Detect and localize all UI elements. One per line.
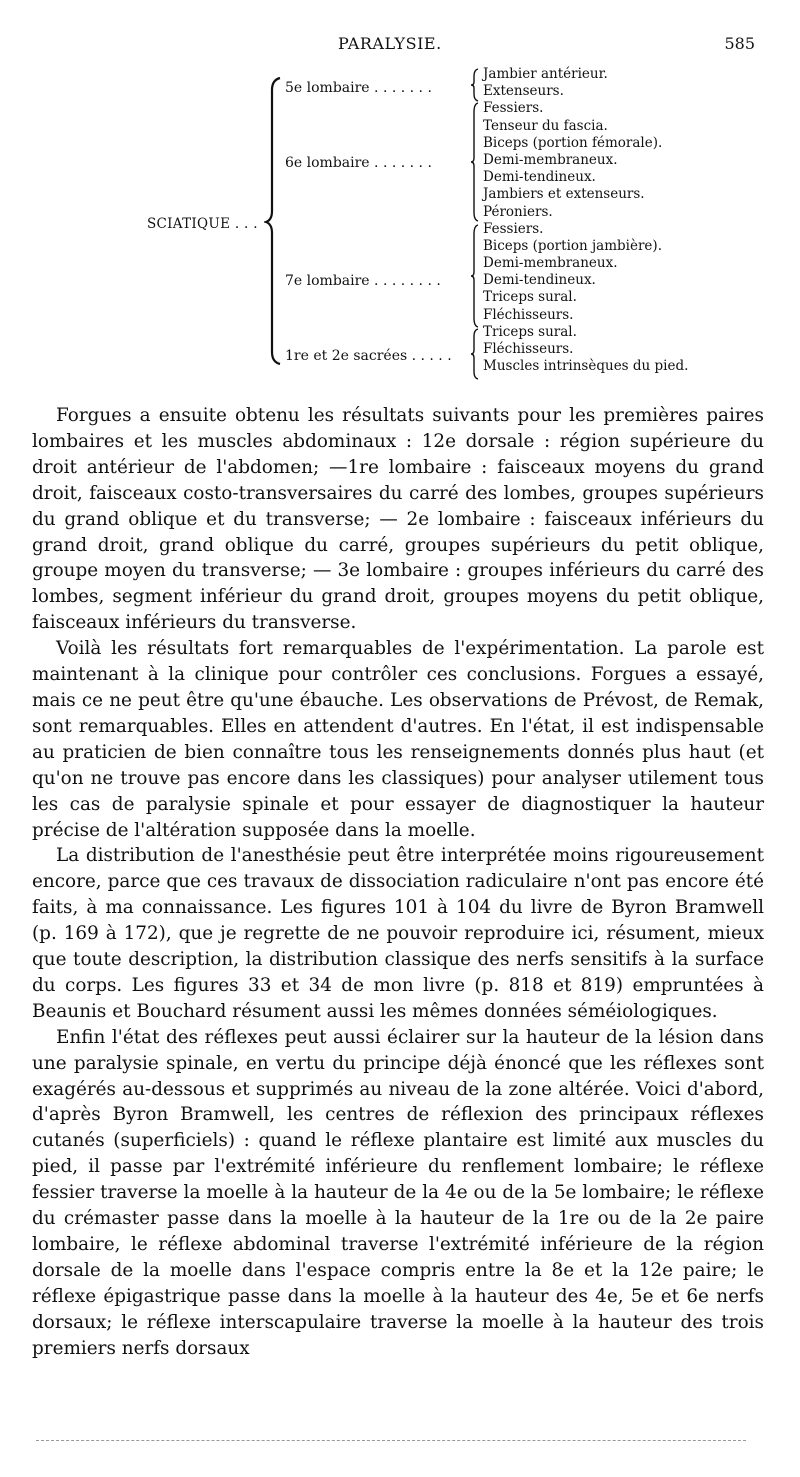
muscle-item: Jambier antérieur.	[483, 66, 608, 82]
muscle-column	[483, 66, 743, 375]
muscle-item: Biceps (portion fémorale).	[483, 134, 663, 151]
paragraph: La distribution de l'anesthésie peut être interprétée moins rigoureusement encore, parce que ces travaux de dissociation radiculaire n'ont pas encore été faits, à ma connaissance. Les figures 101 à 104 du livre de Byron Bramwell (p. 169 à 172), que je regrette de ne pouvoir reproduire ici, résument, mieux que toute description, la distribution classique des nerfs sensitifs à la surface du corps. Les figures 33 et 34 de mon livre (p. 818 et 819) empruntées à Beaunis et Bouchard résument aussi les mêmes données séméiologiques.	[32, 845, 764, 1022]
muscle-item: Fléchisseurs.	[483, 341, 574, 357]
paragraph: Enfin l'état des réflexes peut aussi éclairer sur la hauteur de la lésion dans une paralysie spinale, en vertu du principe déjà énoncé que les réflexes sont exagérés au-dessous et supprimés au niveau de la zone altérée. Voici d'abord, d'après Byron Bramwell, les centres de réflexion des principaux réflexes cutanés (superficiels) : quand le réflexe plantaire est limité aux muscles du pied, il passe par l'extrémité inférieure du renflement lombaire; le réflexe fessier traverse la moelle à la hauteur de la 4e ou de la 5e lombaire; le réflexe du crémaster passe dans la moelle à la hauteur de la 1re ou de la 2e paire lombaire, le réflexe abdominal traverse l'extrémité inférieure de la région dorsale de la moelle dans l'espace compris entre la 8e et la 12e paire; le réflexe épigastrique passe dans la moelle à la hauteur des 4e, 5e et 6e nerfs dorsaux; le réflexe interscapulaire traverse la moelle à la hauteur des trois premiers nerfs dorsaux	[32, 1026, 764, 1359]
nerve-6e-lombaire: 6e lombaire . . . . . . .	[285, 155, 432, 171]
muscle-item: Biceps (portion jambière).	[483, 237, 662, 254]
muscle-item: Demi-membraneux.	[483, 255, 618, 272]
muscle-item: Triceps sural.	[483, 289, 577, 306]
muscle-item: Demi-tendineux.	[483, 272, 596, 289]
nerve-5e-lombaire: 5e lombaire . . . . . . .	[285, 80, 432, 96]
body-text	[32, 403, 764, 1362]
running-head	[0, 34, 800, 56]
muscle-item: Demi-tendineux.	[483, 169, 596, 186]
sciatique-brace	[264, 76, 284, 366]
running-title: PARALYSIE.	[338, 34, 442, 53]
brace-7e	[470, 224, 480, 328]
muscle-item: Jambiers et extenseurs.	[483, 186, 645, 203]
muscle-item: Fléchisseurs.	[483, 306, 574, 323]
brace-5e	[470, 68, 480, 102]
nerve-7e-lombaire: 7e lombaire . . . . . . . .	[285, 273, 441, 289]
muscle-item: Péroniers.	[483, 203, 553, 220]
bottom-rule	[36, 1440, 746, 1441]
nerve-muscle-table	[140, 66, 740, 386]
muscle-item: Demi-membraneux.	[483, 151, 618, 168]
muscle-item: Muscles intrinsèques du pied.	[483, 358, 689, 375]
muscle-item: Tenseur du fascia.	[483, 117, 608, 134]
page-number: 585	[724, 34, 755, 53]
muscle-item: Fessiers.	[483, 220, 544, 237]
muscle-item: Fessiers.	[483, 100, 544, 117]
brace-sacrees	[470, 328, 480, 380]
paragraph: Voilà les résultats fort remarquables de l'expérimentation. La parole est maintenant à la clinique pour contrôler ces conclusions. Forgues a essayé, mais ce ne peut être qu'une ébauche. Les observations de Prévost, de Remak, sont remarquables. Elles en attendent d'autres. En l'état, il est indispensable au praticien de bien connaître tous les renseignements donnés plus haut (et qu'on ne trouve pas encore dans les classiques) pour analyser utilement tous les cas de paralysie spinale et pour essayer de diagnostiquer la hauteur précise de l'altération supposée dans la moelle.	[32, 638, 764, 841]
sciatique-label: SCIATIQUE . . .	[147, 216, 258, 232]
brace-6e	[470, 102, 480, 222]
muscle-item: Extenseurs.	[483, 83, 564, 100]
muscle-item: Triceps sural.	[483, 323, 577, 340]
nerve-sacrees: 1re et 2e sacrées . . . . .	[285, 348, 452, 364]
paragraph: Forgues a ensuite obtenu les résultats suivants pour les premières paires lombaires et les muscles abdominaux : 12e dorsale : région supérieure du droit antérieur de l'abdomen; —1re lombaire : faisceaux moyens du grand droit, faisceaux costo-transversaires du carré des lombes, groupes supérieurs du grand oblique et du transverse; — 2e lombaire : faisceaux inférieurs du grand droit, grand oblique du carré, groupes supérieurs du petit oblique, groupe moyen du transverse; — 3e lombaire : groupes inférieurs du carré des lombes, segment inférieur du grand droit, groupes moyens du petit oblique, faisceaux inférieurs du transverse.	[32, 405, 764, 634]
